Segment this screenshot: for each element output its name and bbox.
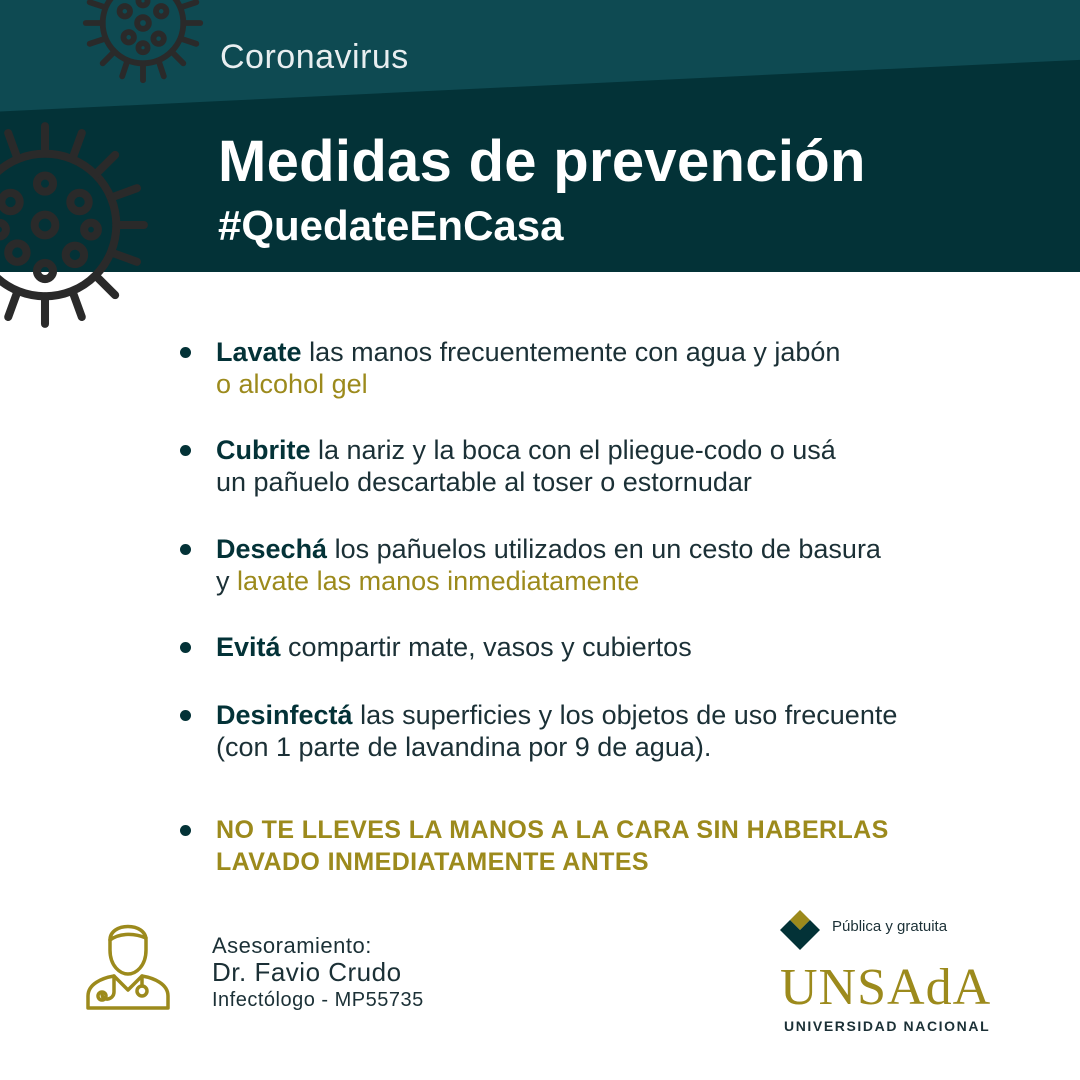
bullet-icon — [180, 642, 191, 653]
list-item — [216, 631, 1016, 663]
advisor-name: Dr. Favio Crudo — [212, 957, 402, 987]
item-text: la nariz y la boca con el pliegue-codo o usá — [310, 435, 836, 465]
item-text: los pañuelos utilizados en un cesto de basura — [327, 534, 881, 564]
item-line — [216, 368, 1016, 400]
bullet-icon — [180, 347, 191, 358]
item-line — [216, 533, 1016, 565]
bullet-icon — [180, 445, 191, 456]
item-line — [216, 631, 1016, 663]
warning-line: LAVADO INMEDIATAMENTE ANTES — [216, 848, 650, 876]
bullet-icon — [180, 825, 191, 836]
virus-icon — [78, 0, 208, 88]
university-logo-text: UNSAdA — [780, 959, 992, 1016]
item-text: compartir mate, vasos y cubiertos — [280, 632, 692, 662]
bullet-icon — [180, 544, 191, 555]
header-banner — [0, 0, 1080, 272]
item-highlight: lavate las manos inmediatamente — [237, 566, 640, 596]
item-verb: Cubrite — [216, 435, 311, 465]
item-line — [216, 336, 1016, 368]
page-title: Medidas de prevención — [218, 129, 866, 194]
item-line — [216, 565, 1016, 597]
item-verb: Lavate — [216, 337, 302, 367]
warning-item — [216, 814, 1016, 878]
item-verb: Evitá — [216, 632, 281, 662]
item-line — [216, 699, 1016, 731]
list-item — [216, 533, 1016, 597]
bullet-icon — [180, 710, 191, 721]
list-item — [216, 434, 1016, 498]
item-verb: Desechá — [216, 534, 328, 564]
item-verb: Desinfectá — [216, 700, 353, 730]
item-line — [216, 466, 1016, 498]
list-item — [216, 336, 1016, 400]
item-line — [216, 434, 1016, 466]
virus-icon — [0, 110, 160, 340]
university-tagline: Pública y gratuita — [832, 918, 948, 935]
list-item — [216, 699, 1016, 763]
item-highlight: o alcohol gel — [216, 369, 368, 399]
university-subtitle: UNIVERSIDAD NACIONAL — [784, 1018, 991, 1034]
item-text: un pañuelo descartable al toser o estornudar — [216, 467, 752, 497]
advisor-role: Infectólogo - MP55735 — [212, 989, 424, 1011]
item-text: y — [216, 566, 238, 596]
warning-line: NO TE LLEVES LA MANOS A LA CARA SIN HABERLAS — [216, 816, 889, 844]
item-text: las superficies y los objetos de uso frecuente — [352, 700, 898, 730]
item-text: (con 1 parte de lavandina por 9 de agua). — [216, 732, 712, 762]
university-logo-mark — [778, 908, 822, 954]
header-kicker: Coronavirus — [220, 38, 409, 76]
advisor-label: Asesoramiento: — [212, 933, 372, 958]
hashtag: #QuedateEnCasa — [218, 202, 564, 249]
item-text: las manos frecuentemente con agua y jabón — [301, 337, 841, 367]
doctor-icon — [82, 910, 174, 1010]
item-line — [216, 731, 1016, 763]
